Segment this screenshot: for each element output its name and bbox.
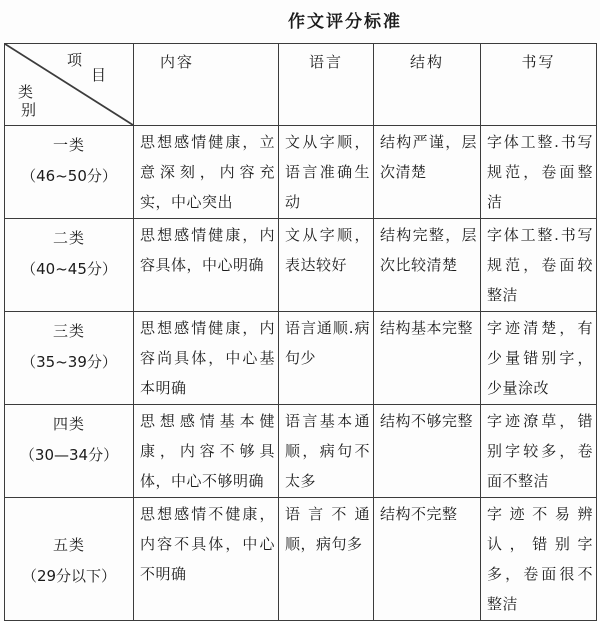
grade-cell bbox=[5, 498, 134, 621]
grade-cell bbox=[5, 312, 134, 405]
column-header-handwriting: 书写 bbox=[481, 44, 597, 126]
grade-label: 一类 bbox=[52, 136, 85, 154]
language-criteria: 语言基本通顺，病句不太多 bbox=[279, 405, 374, 498]
handwriting-criteria: 字体工整.书写规范，卷面较整洁 bbox=[481, 219, 597, 312]
structure-criteria: 结构不完整 bbox=[374, 498, 481, 621]
content-criteria: 思想感情不健康，内容不具体，中心不明确 bbox=[134, 498, 279, 621]
handwriting-criteria: 字迹清楚，有少量错别字，少量涂改 bbox=[481, 312, 597, 405]
structure-criteria: 结构基本完整 bbox=[374, 312, 481, 405]
column-header-content: 内容 bbox=[134, 44, 279, 126]
score-range: （29分以下） bbox=[21, 567, 117, 585]
language-criteria: 文从字顺，表达较好 bbox=[279, 219, 374, 312]
grade-label: 四类 bbox=[52, 415, 85, 433]
structure-criteria: 结构严谨，层次清楚 bbox=[374, 126, 481, 219]
grade-label: 三类 bbox=[52, 322, 85, 340]
corner-label-project-char1: 项 bbox=[67, 51, 83, 69]
corner-label-category-char2: 别 bbox=[21, 101, 37, 119]
table-header-row bbox=[5, 44, 597, 126]
grade-label: 五类 bbox=[52, 536, 85, 554]
score-range: （30—34分） bbox=[19, 446, 119, 464]
corner-cell bbox=[5, 44, 134, 126]
language-criteria: 文从字顺，语言准确生动 bbox=[279, 126, 374, 219]
structure-criteria: 结构不够完整 bbox=[374, 405, 481, 498]
content-criteria: 思想感情健康，内容尚具体，中心基本明确 bbox=[134, 312, 279, 405]
page-title: 作文评分标准 bbox=[288, 12, 402, 32]
content-criteria: 思想感情健康，立意深刻，内容充实，中心突出 bbox=[134, 126, 279, 219]
column-header-structure: 结构 bbox=[374, 44, 481, 126]
grade-cell bbox=[5, 219, 134, 312]
table-row-grade1 bbox=[5, 126, 597, 219]
handwriting-criteria: 字体工整.书写规范，卷面整洁 bbox=[481, 126, 597, 219]
grade-cell bbox=[5, 126, 134, 219]
column-header-language: 语言 bbox=[279, 44, 374, 126]
structure-criteria: 结构完整，层次比较清楚 bbox=[374, 219, 481, 312]
content-criteria: 思想感情健康，内容具体，中心明确 bbox=[134, 219, 279, 312]
grade-cell bbox=[5, 405, 134, 498]
handwriting-criteria: 字迹不易辨认，错别字多，卷面很不整洁 bbox=[481, 498, 597, 621]
corner-label-category-char1: 类 bbox=[18, 83, 34, 101]
score-range: （46~50分） bbox=[21, 167, 117, 185]
language-criteria: 语言不通顺，病句多 bbox=[279, 498, 374, 621]
language-criteria: 语言通顺.病句少 bbox=[279, 312, 374, 405]
table-row-grade3 bbox=[5, 312, 597, 405]
table-row-grade5 bbox=[5, 498, 597, 621]
scoring-table bbox=[4, 43, 597, 621]
content-criteria: 思想感情基本健康，内容不够具体，中心不够明确 bbox=[134, 405, 279, 498]
corner-label-project-char2: 目 bbox=[91, 66, 107, 84]
table-row-grade4 bbox=[5, 405, 597, 498]
score-range: （35~39分） bbox=[21, 353, 117, 371]
score-range: （40~45分） bbox=[21, 260, 117, 278]
grade-label: 二类 bbox=[52, 229, 85, 247]
handwriting-criteria: 字迹潦草，错别字较多，卷面不整洁 bbox=[481, 405, 597, 498]
table-row-grade2 bbox=[5, 219, 597, 312]
